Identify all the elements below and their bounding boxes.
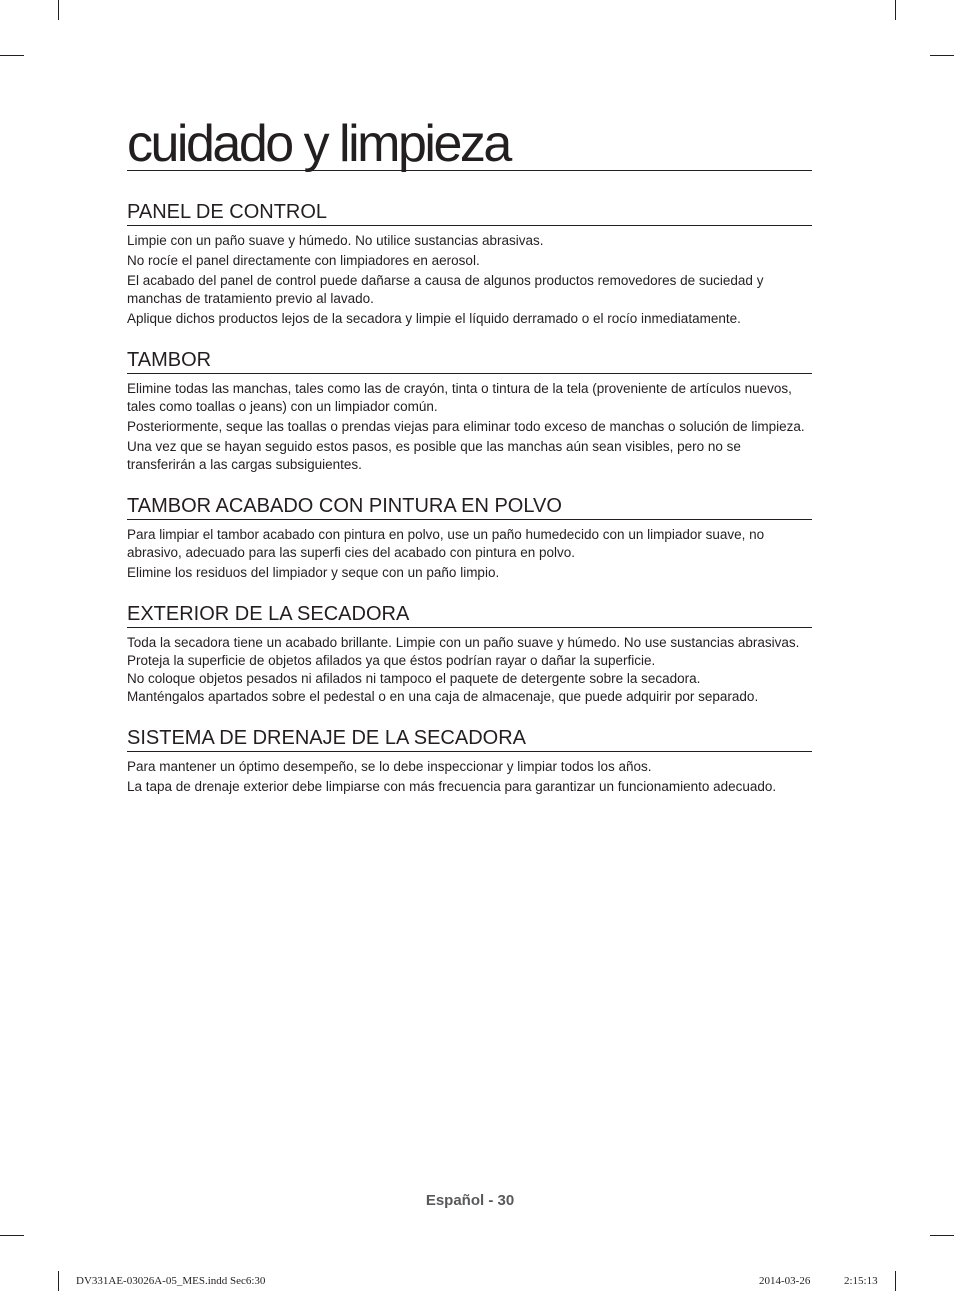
paragraph: Aplique dichos productos lejos de la secadora y limpie el líquido derramado o el rocío inmediatamente.	[127, 311, 741, 326]
crop-mark-top-left	[58, 0, 59, 20]
paragraph: Toda la secadora tiene un acabado brillante. Limpie con un paño suave y húmedo. No use sustancias abrasivas. Proteja la superficie de objetos afilados ya que éstos podrían rayar o dañar la superficie.	[127, 635, 800, 668]
crop-mark-bottom-right	[895, 1271, 896, 1291]
slug-file: DV331AE-03026A-05_MES.indd Sec6:30	[76, 1275, 266, 1287]
crop-mark-top-right	[895, 0, 896, 20]
paragraph: Posteriormente, seque las toallas o prendas viejas para eliminar todo exceso de manchas o solución de limpieza.	[127, 419, 805, 434]
section-sistema-drenaje	[127, 726, 812, 796]
paragraph: Para limpiar el tambor acabado con pintura en polvo, use un paño humedecido con un limpiador suave, no abrasivo, adecuado para las superfi cies del acabado con pintura en polvo.	[127, 527, 765, 560]
crop-mark-right-bottom	[930, 1235, 954, 1236]
paragraph: La tapa de drenaje exterior debe limpiarse con más frecuencia para garantizar un funcionamiento adecuado.	[127, 779, 777, 794]
crop-mark-left-top	[0, 55, 24, 56]
paragraph: Una vez que se hayan seguido estos pasos, es posible que las manchas aún sean visibles, pero no se transferirán a las cargas subsiguientes.	[127, 439, 741, 472]
section-heading: EXTERIOR DE LA SECADORA	[127, 602, 812, 628]
section-panel-de-control	[127, 200, 812, 328]
section-heading: TAMBOR ACABADO CON PINTURA EN POLVO	[127, 494, 812, 520]
paragraph: No coloque objetos pesados ni afilados ni tampoco el paquete de detergente sobre la secadora.	[127, 671, 701, 686]
page-number	[0, 1192, 954, 1209]
paragraph: El acabado del panel de control puede dañarse a causa de algunos productos removedores de suciedad y manchas de tratamiento previo al lavado.	[127, 273, 764, 306]
page-number-label: Español - 30	[425, 1192, 515, 1209]
paragraph: Limpie con un paño suave y húmedo. No utilice sustancias abrasivas.	[127, 233, 544, 248]
content	[127, 200, 812, 798]
section-heading: TAMBOR	[127, 348, 812, 374]
section-tambor-pintura-polvo	[127, 494, 812, 582]
section-heading: SISTEMA DE DRENAJE DE LA SECADORA	[127, 726, 812, 752]
paragraph: Para mantener un óptimo desempeño, se lo debe inspeccionar y limpiar todos los años.	[127, 759, 652, 774]
section-heading: PANEL DE CONTROL	[127, 200, 812, 226]
crop-mark-left-bottom	[0, 1235, 24, 1236]
paragraph: No rocíe el panel directamente con limpiadores en aerosol.	[127, 253, 480, 268]
section-exterior-secadora	[127, 602, 812, 706]
paragraph: Elimine los residuos del limpiador y seque con un paño limpio.	[127, 565, 500, 580]
page-title: cuidado y limpieza	[127, 118, 812, 171]
crop-mark-right-top	[930, 55, 954, 56]
paragraph: Elimine todas las manchas, tales como las de crayón, tinta o tintura de la tela (proveniente de artículos nuevos, tales como toallas o jeans) con un limpiador común.	[127, 381, 792, 414]
crop-mark-bottom-left	[58, 1271, 59, 1291]
section-tambor	[127, 348, 812, 474]
paragraph: Manténgalos apartados sobre el pedestal o en una caja de almacenaje, que puede adquirir por separado.	[127, 689, 759, 704]
slug-time: 2:15:13	[844, 1275, 878, 1287]
slug-date: 2014-03-26	[759, 1275, 811, 1287]
